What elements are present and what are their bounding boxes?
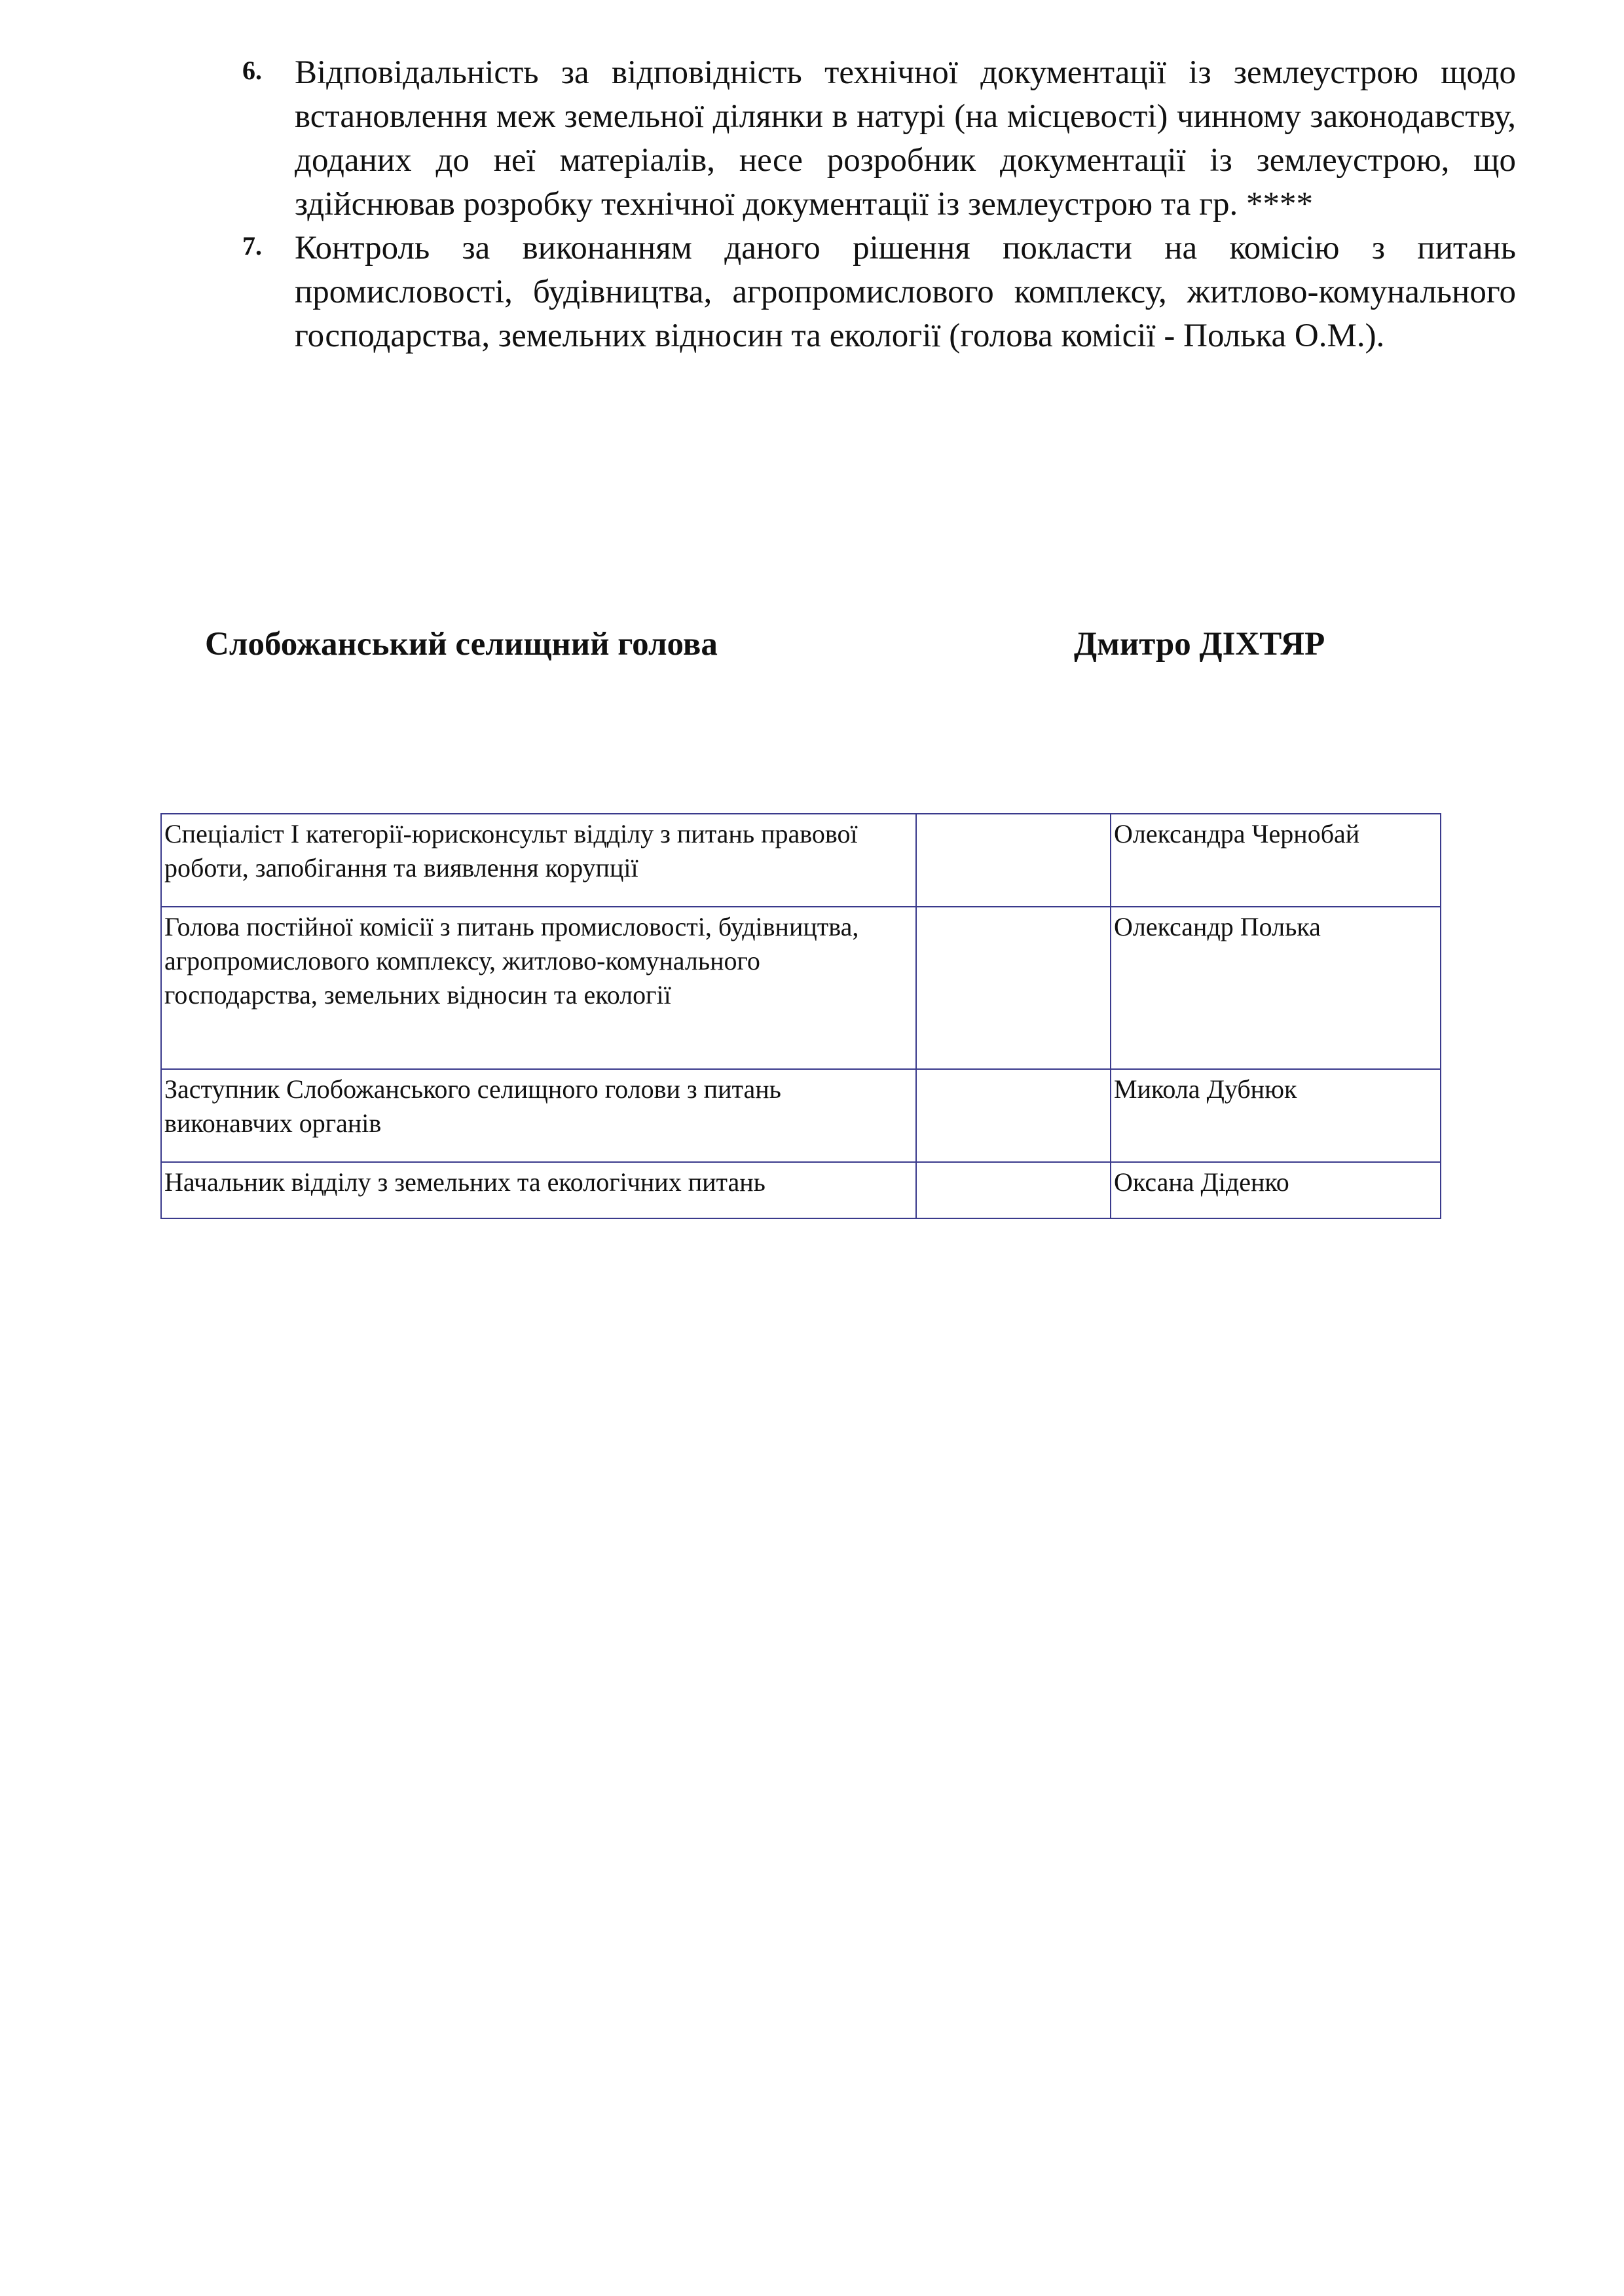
approver-signature-cell — [916, 814, 1111, 907]
approver-name: Олександра Чернобай — [1111, 814, 1441, 907]
list-item — [242, 51, 1516, 227]
approver-position: Начальник відділу з земельних та екологічних питань — [161, 1162, 916, 1218]
approver-position: Заступник Слобожанського селищного голови з питань виконавчих органів — [161, 1069, 916, 1162]
signatory-name: Дмитро ДІХТЯР — [1074, 626, 1325, 663]
approver-name: Олександр Полька — [1111, 907, 1441, 1069]
table-row — [161, 1069, 1441, 1162]
table-row — [161, 814, 1441, 907]
approver-position: Спеціаліст І категорії-юрисконсульт відділу з питань правової роботи, запобігання та виявлення корупції — [161, 814, 916, 907]
approvals-table — [160, 813, 1441, 1219]
approver-signature-cell — [916, 1069, 1111, 1162]
approver-signature-cell — [916, 1162, 1111, 1218]
table-row — [161, 907, 1441, 1069]
item-number: 7. — [242, 231, 262, 261]
item-number: 6. — [242, 56, 262, 85]
approver-signature-cell — [916, 907, 1111, 1069]
approver-name: Микола Дубнюк — [1111, 1069, 1441, 1162]
approver-position: Голова постійної комісії з питань промисловості, будівництва, агропромислового комплексу, житлово-комунального господарства, земельних відносин та екології — [161, 907, 916, 1069]
approver-name: Оксана Діденко — [1111, 1162, 1441, 1218]
decision-list — [242, 51, 1516, 358]
table-row — [161, 1162, 1441, 1218]
list-item — [242, 227, 1516, 358]
item-text: Відповідальність за відповідність технічної документації із землеустрою щодо встановлення меж земельної ділянки в натурі (на місцевості) чинному законодавству, доданих до неї матеріалів, несе розробник документації із землеустрою, що здійснював розробку технічної документації із землеустрою та гр. **** — [295, 54, 1516, 223]
signatory-position: Слобожанський селищний голова — [205, 626, 718, 663]
item-text: Контроль за виконанням даного рішення покласти на комісію з питань промисловості, будівництва, агропромислового комплексу, житлово-комунального господарства, земельних відносин та екології (голова комісії - Полька О.М.). — [295, 230, 1516, 354]
signature-line — [0, 625, 1624, 671]
